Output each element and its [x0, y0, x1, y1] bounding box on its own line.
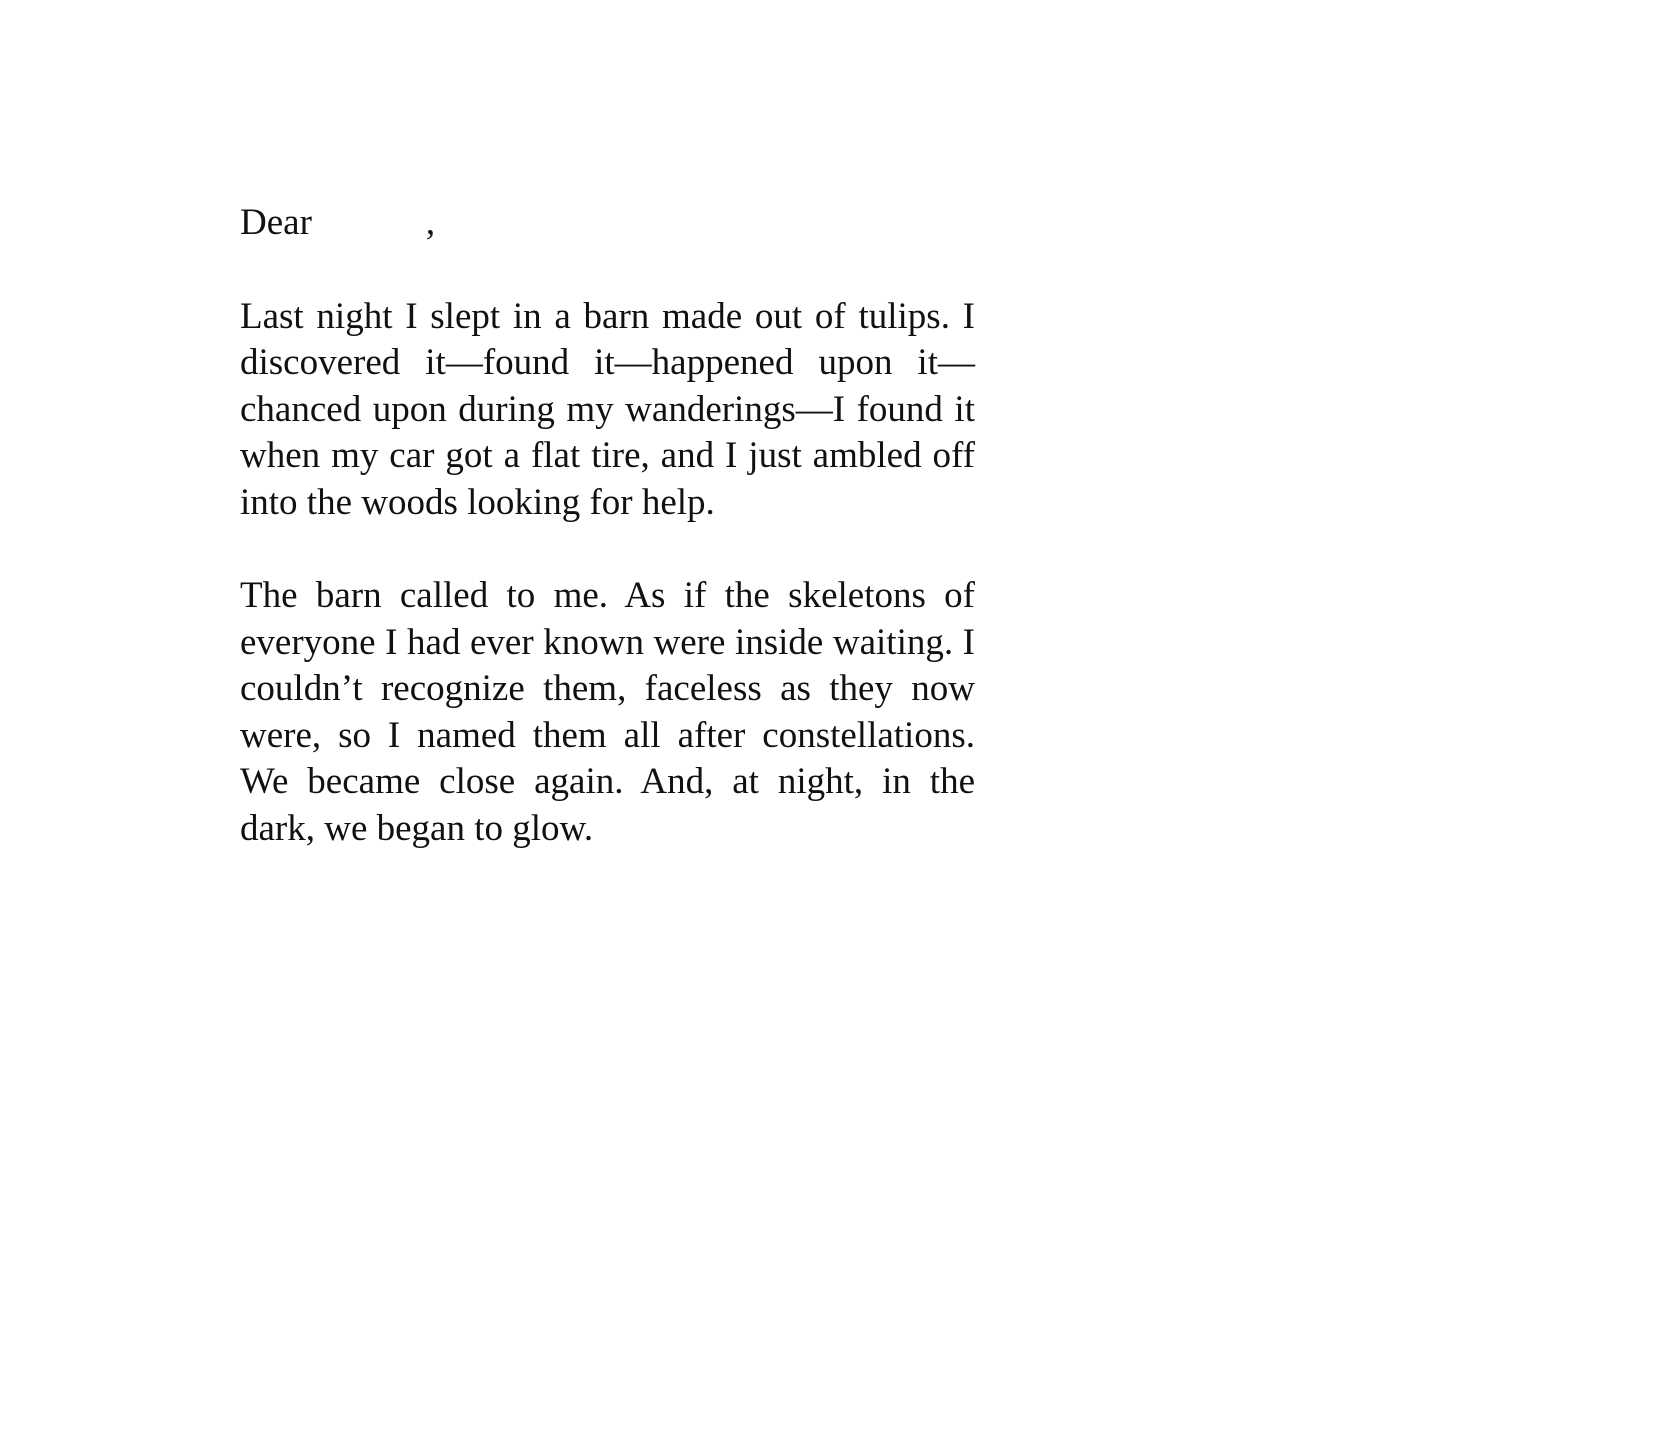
salutation-word: Dear — [240, 202, 312, 243]
paragraph-2: The barn called to me. As if the skeletons of everyone I had ever known were inside waiting. I couldn’t recognize them, faceless as they now were, so I named them all after constellations. We became close again. And, at night, in the dark, we began to glow. — [240, 575, 975, 849]
salutation — [240, 200, 975, 247]
letter-body — [240, 200, 975, 899]
paragraph-1: Last night I slept in a barn made out of tulips. I discovered it—found it—happened upon it—chanced upon during my wanderings—I found it when my car got a flat tire, and I just ambled off into the woods looking for help. — [240, 295, 975, 523]
salutation-comma: , — [425, 202, 436, 243]
